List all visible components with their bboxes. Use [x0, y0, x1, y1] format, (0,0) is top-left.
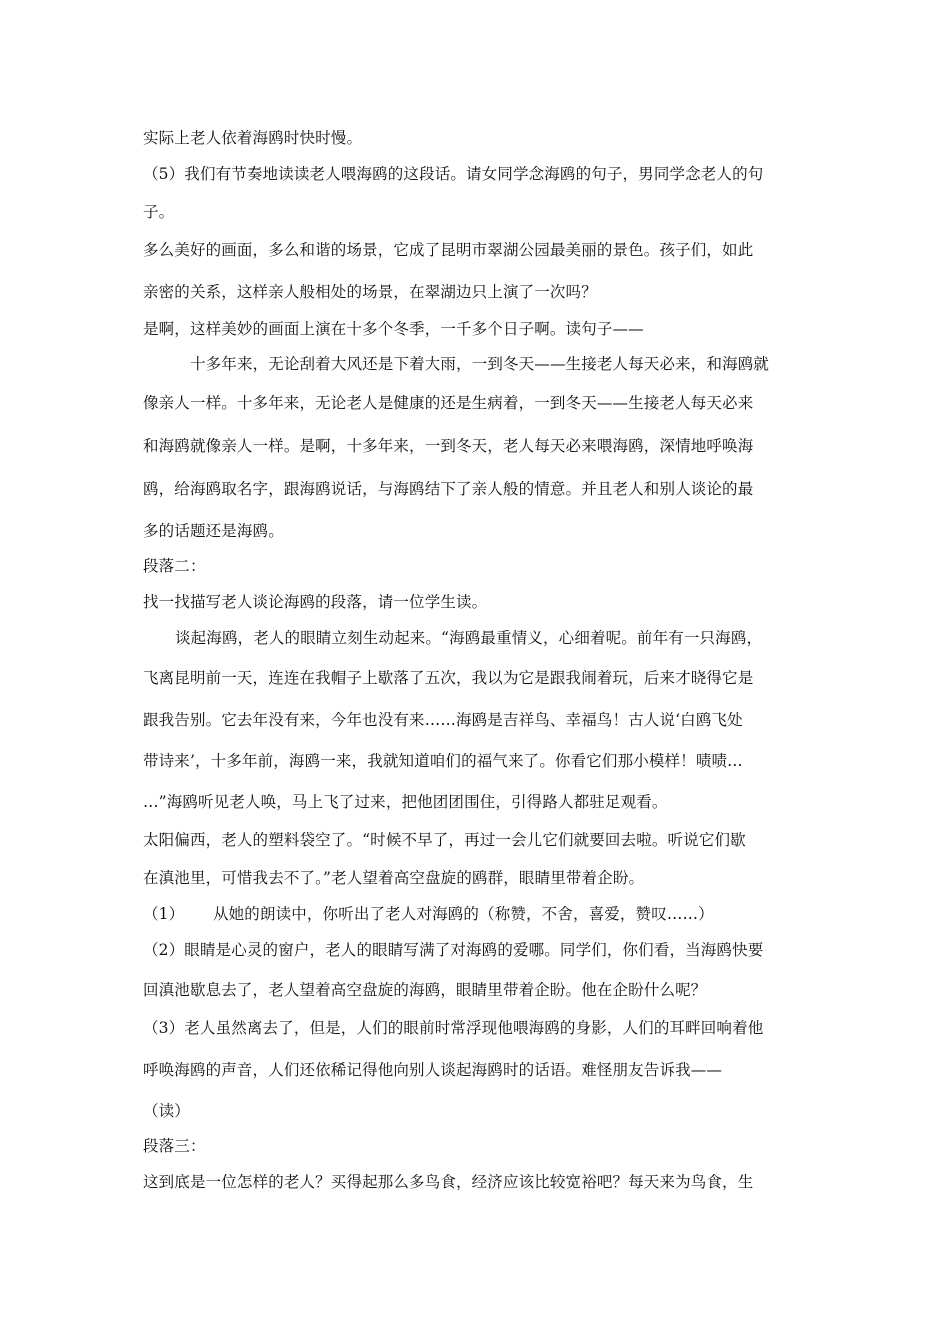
paragraph-line: 找一找描写老人谈论海鸥的段落，请一位学生读。 [143, 593, 488, 611]
question-3-line-3: （读） [143, 1102, 190, 1120]
question-2-line-2: 回滇池歇息去了，老人望着高空盘旋的海鸥，眼睛里带着企盼。他在企盼什么呢？ [143, 981, 707, 999]
quote-line: …”海鸥听见老人唤，马上飞了过来，把他团团围住，引得路人都驻足观看。 [143, 793, 668, 811]
paragraph-line: 是啊，这样美妙的画面上演在十多个冬季，一千多个日子啊。读句子—— [143, 320, 644, 338]
quote-line: 太阳偏西，老人的塑料袋空了。“时候不早了，再过一会儿它们就要回去啦。听说它们歇 [143, 831, 746, 849]
question-3-line-1: （3）老人虽然离去了，但是，人们的眼前时常浮现他喂海鸥的身影，人们的耳畔回响着他 [143, 1019, 764, 1037]
quote-line: 和海鸥就像亲人一样。是啊，十多年来，一到冬天，老人每天必来喂海鸥，深情地呼唤海 [143, 437, 754, 455]
quote-line: 谈起海鸥，老人的眼睛立刻生动起来。“海鸥最重情义，心细着呢。前年有一只海鸥， [175, 629, 763, 647]
section-heading: 段落二： [143, 557, 206, 575]
quote-line: 十多年来，无论刮着大风还是下着大雨，一到冬天——生接老人每天必来，和海鸥就 [190, 355, 770, 373]
question-2-line-1: （2）眼睛是心灵的窗户，老人的眼睛写满了对海鸥的爱哪。同学们，你们看，当海鸥快要 [143, 941, 764, 959]
paragraph-line: 实际上老人依着海鸥时快时慢。 [143, 129, 363, 147]
quote-line: 多的话题还是海鸥。 [143, 522, 284, 540]
paragraph-line: 亲密的关系，这样亲人般相处的场景，在翠湖边只上演了一次吗？ [143, 283, 597, 301]
quote-line: 鸥，给海鸥取名字，跟海鸥说话，与海鸥结下了亲人般的情意。并且老人和别人谈论的最 [143, 480, 754, 498]
quote-line: 跟我告别。它去年没有来，今年也没有来……海鸥是吉祥鸟、幸福鸟！古人说‘白鸥飞处 [143, 711, 743, 729]
paragraph-line: 多么美好的画面，多么和谐的场景，它成了昆明市翠湖公园最美丽的景色。孩子们，如此 [143, 241, 754, 259]
question-5-line-1: （5）我们有节奏地读读老人喂海鸥的这段话。请女同学念海鸥的句子，男同学念老人的句 [143, 165, 764, 183]
section-heading: 段落三： [143, 1137, 206, 1155]
question-5-line-2: 子。 [143, 203, 175, 221]
question-number: （1） [143, 905, 185, 923]
question-1-text: 从她的朗读中，你听出了老人对海鸥的（称赞，不舍，喜爱，赞叹……） [213, 905, 714, 923]
quote-line: 像亲人一样。十多年来，无论老人是健康的还是生病着，一到冬天——生接老人每天必来 [143, 394, 754, 412]
quote-line: 带诗来’，十多年前，海鸥一来，我就知道咱们的福气来了。你看它们那小模样！啧啧… [143, 752, 743, 770]
paragraph-line: 这到底是一位怎样的老人？买得起那么多鸟食，经济应该比较宽裕吧？每天来为鸟食，生 [143, 1173, 754, 1191]
quote-line: 飞离昆明前一天，连连在我帽子上歇落了五次，我以为它是跟我闹着玩，后来才晓得它是 [143, 669, 754, 687]
quote-line: 在滇池里，可惜我去不了。”老人望着高空盘旋的鸥群，眼睛里带着企盼。 [143, 869, 645, 887]
question-3-line-2: 呼唤海鸥的声音，人们还依稀记得他向别人谈起海鸥时的话语。难怪朋友告诉我—— [143, 1061, 723, 1079]
